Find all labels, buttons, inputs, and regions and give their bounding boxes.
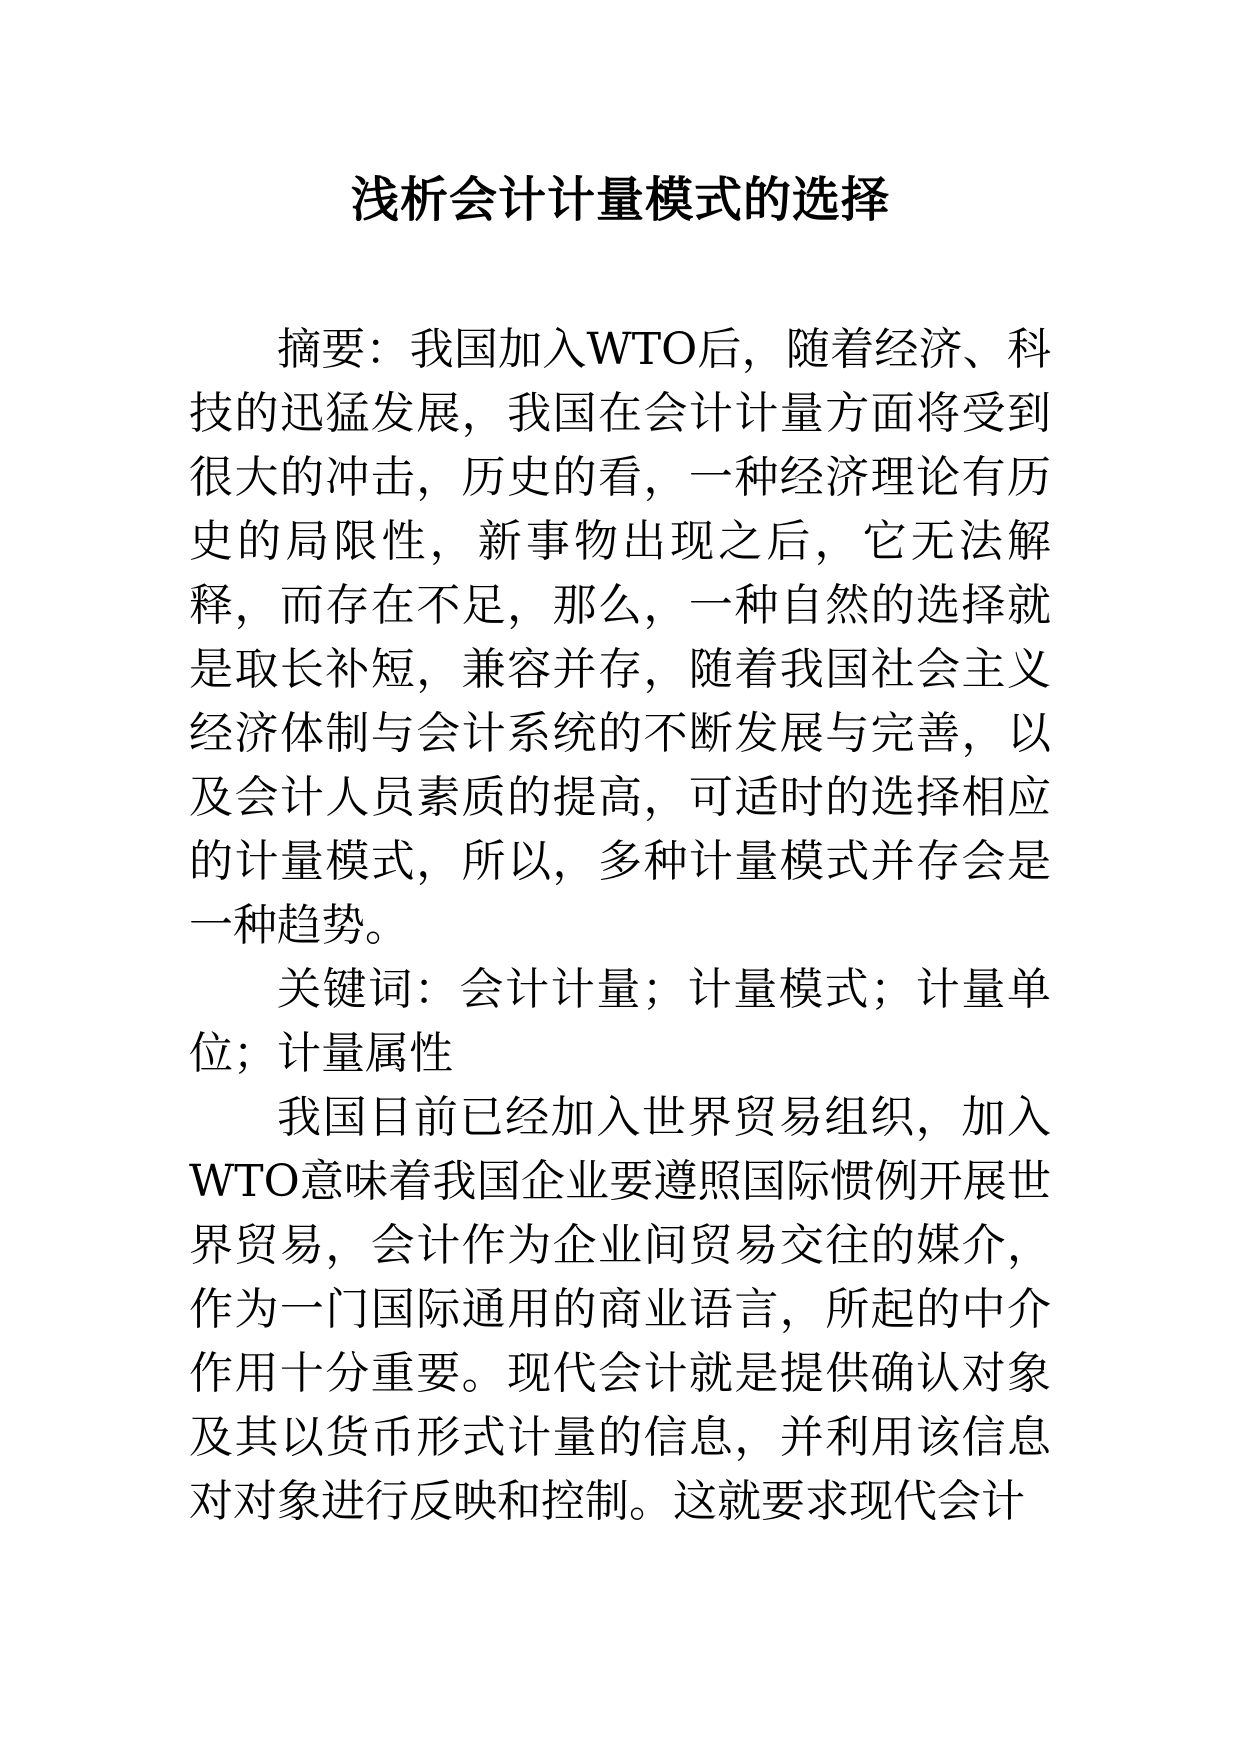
keywords-paragraph: 关键词：会计计量；计量模式；计量单位；计量属性 [189,964,1051,1079]
document-body [189,318,1051,1534]
body-paragraph: 我国目前已经加入世界贸易组织，加入WTO意味着我国企业要遵照国际惯例开展世界贸易，会计作为企业间贸易交往的媒介，作为一门国际通用的商业语言，所起的中介作用十分重要。现代会计就是提供确认对象及其以货币形式计量的信息，并利用该信息对对象进行反映和控制。这就要求现代会计 [189,1092,1051,1527]
document-title: 浅析会计计量模式的选择 [350,172,890,228]
abstract-paragraph: 摘要：我国加入WTO后，随着经济、科技的迅猛发展，我国在会计计量方面将受到很大的冲击，历史的看，一种经济理论有历史的局限性，新事物出现之后，它无法解释，而存在不足，那么，一种自然的选择就是取长补短，兼容并存，随着我国社会主义经济体制与会计系统的不断发展与完善，以及会计人员素质的提高，可适时的选择相应的计量模式，所以，多种计量模式并存会是一种趋势。 [189,324,1051,951]
